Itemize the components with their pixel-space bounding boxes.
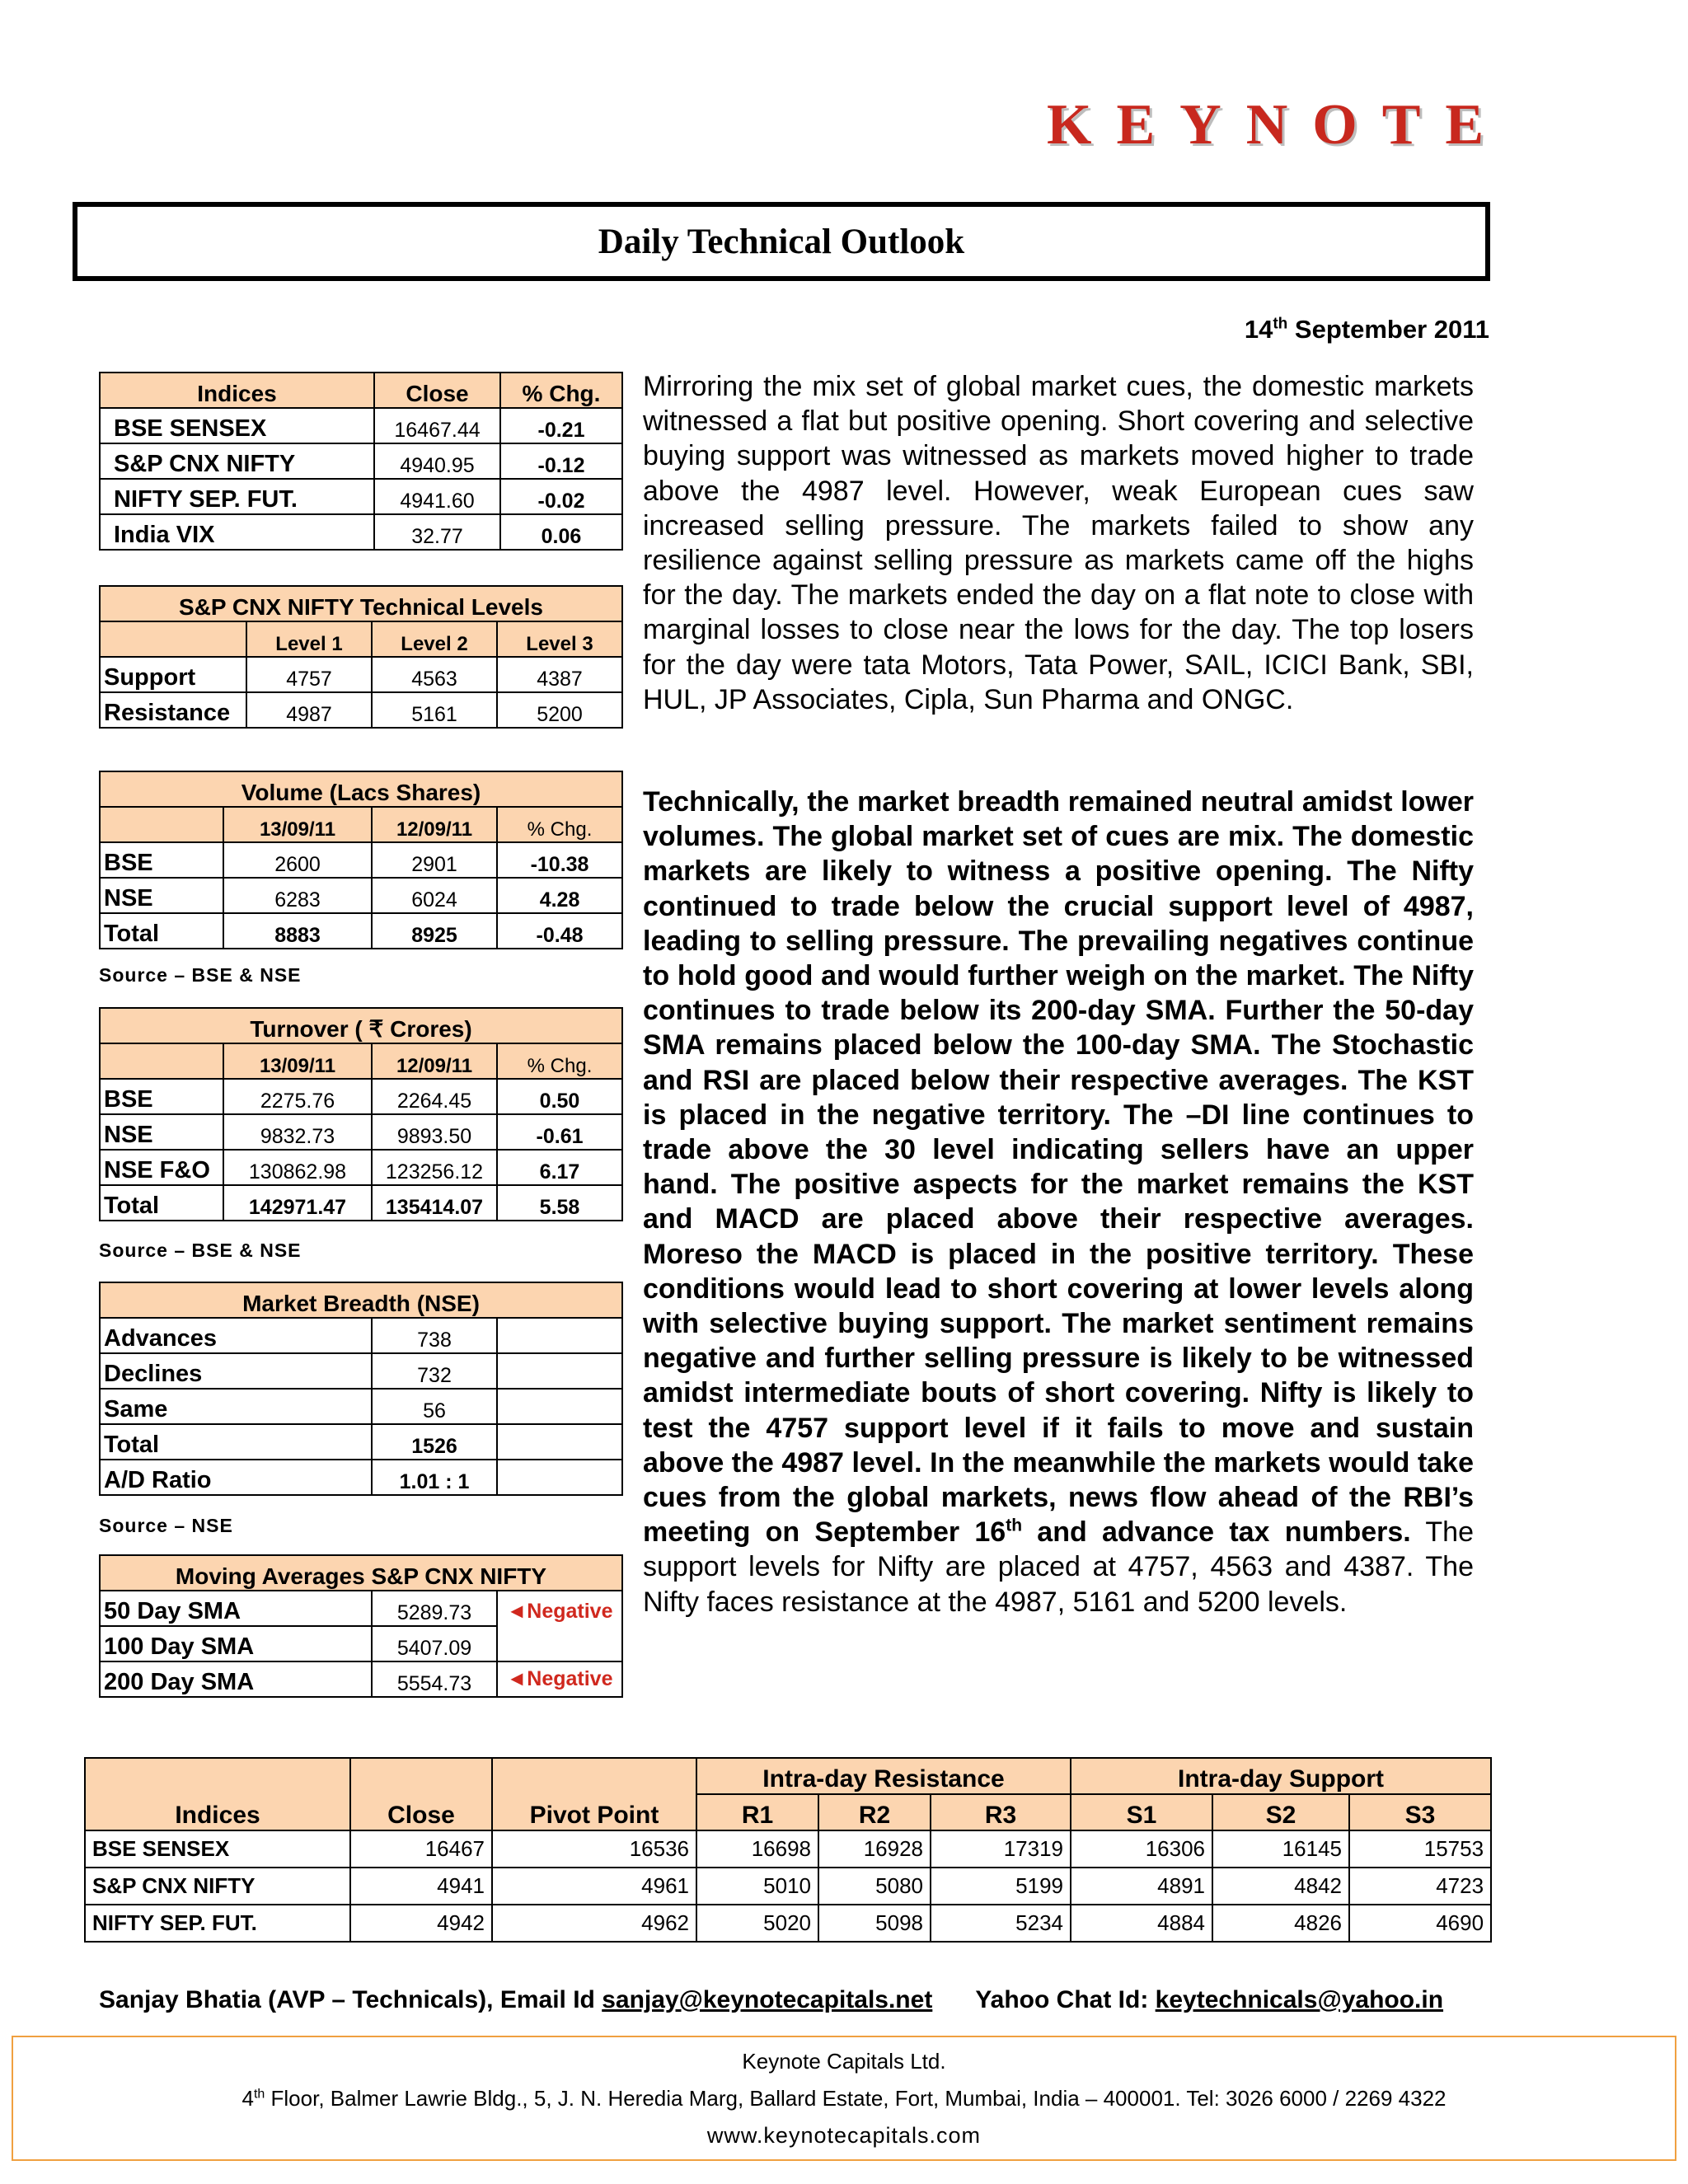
table-row: 200 Day SMA 5554.73 ◄Negative [100,1661,622,1697]
title-box [73,202,1490,281]
table-row: NSE F&O 130862.98 123256.12 6.17 [100,1150,622,1185]
keynote-logo: KEYNOTE [1047,93,1509,157]
table-row: BSE 2600 2901 -10.38 [100,842,622,878]
table-row: BSE 2275.76 2264.45 0.50 [100,1079,622,1114]
table-row: Support 4757 4563 4387 [100,657,622,692]
moving-averages-title: Moving Averages S&P CNX NIFTY [100,1555,622,1591]
table-row: NIFTY SEP. FUT. 4941.60 -0.02 [100,479,622,514]
table-row: BSE SENSEX 16467.44 -0.21 [100,408,622,443]
negative-signal-50-100: ◄Negative [497,1591,622,1661]
volume-title: Volume (Lacs Shares) [100,771,622,807]
technical-levels-title: S&P CNX NIFTY Technical Levels [100,586,622,621]
table-row: BSE SENSEX 16467 16536 16698 16928 17319 16306 16145 15753 [85,1830,1491,1868]
table-row: NSE 6283 6024 4.28 [100,878,622,913]
pivot-levels-table: Indices Close Pivot Point Intra-day Resistance Intra-day Support R1 R2 R3 S1 S2 S3 BSE SENSEX 16467 16536 16698 16928 17319 16306 16145 15753 S&P CNX NIFTY 4941 4961 5010 5080 5199 4891 4842 4723 NIFTY SEP. FUT. 4942 4962 5020 5098 5234 4884 4826 4690 [84,1757,1492,1943]
commentary-paragraph-2: Technically, the market breadth remained neutral amidst lower volumes. The global market set of cues are mix. The domestic markets are likely to witness a positive opening. The Nifty continued to trade below the crucial support level of 4987, leading to selling pressure. The prevailing negatives continue to hold good and would further weigh on the market. The Nifty continues to trade below its 200-day SMA. Further the 50-day SMA remains placed below the 100-day SMA. The Stochastic and RSI are placed below their respective averages. The KST is placed in the negative territory. The –DI line continues to trade above the 30 level indicating sellers have an upper hand. The positive aspects for the market remains the KST and MACD are placed above their respective averages. Moreso the MACD is placed in the positive territory. These conditions would lead to short covering at lower levels along with selective buying support. The market sentiment remains negative and further selling pressure is likely to be witnessed amidst intermediate bouts of short covering. Nifty is likely to test the 4757 support level if it fails to move and sustain above the 4987 level. In the meanwhile the markets would take cues from the global markets, news flow ahead of the RBI’s meeting on September 16th and advance tax numbers. The support levels for Nifty are placed at 4757, 4563 and 4387. The Nifty faces resistance at the 4987, 5161 and 5200 levels. [643,786,1474,1618]
company-name: Keynote Capitals Ltd. [742,2049,946,2074]
table-row: Resistance 4987 5161 5200 [100,692,622,728]
indices-table [99,372,623,551]
volume-table [99,771,623,949]
yahoo-chat-link[interactable]: keytechnicals@yahoo.in [1155,1986,1444,2013]
website-link[interactable]: www.keynotecapitals.com [706,2123,982,2148]
technical-levels-table [99,585,623,729]
table-row: NSE 9832.73 9893.50 -0.61 [100,1114,622,1150]
footer [12,2036,1676,2161]
email-link[interactable]: sanjay@keynotecapitals.net [602,1986,933,2013]
table-row: India VIX 32.77 0.06 [100,514,622,550]
table-row: Same 56 [100,1389,622,1424]
turnover-table [99,1007,623,1221]
table-row: Total 8883 8925 -0.48 [100,913,622,949]
table-header-row: 13/09/11 12/09/11 % Chg. [100,807,622,842]
market-breadth-title: Market Breadth (NSE) [100,1282,622,1318]
table-row: S&P CNX NIFTY 4940.95 -0.12 [100,443,622,479]
table-row: S&P CNX NIFTY 4941 4961 5010 5080 5199 4891 4842 4723 [85,1868,1491,1905]
turnover-source: Source – BSE & NSE [99,1240,302,1261]
intraday-support-header: Intra-day Support [1071,1758,1491,1794]
table-row: Total 142971.47 135414.07 5.58 [100,1185,622,1221]
table-row: Declines 732 [100,1353,622,1389]
table-row: 50 Day SMA 5289.73 ◄Negative [100,1591,622,1626]
table-row: NIFTY SEP. FUT. 4942 4962 5020 5098 5234 4884 4826 4690 [85,1905,1491,1942]
company-address: 4th Floor, Balmer Lawrie Bldg., 5, J. N. Heredia Marg, Ballard Estate, Fort, Mumbai, India – 400001. Tel: 3026 6000 / 2269 4322 [241,2086,1447,2111]
contact-line: Sanjay Bhatia (AVP – Technicals), Email Id sanjay@keynotecapitals.net Yahoo Chat Id: keytechnicals@yahoo.in [99,1986,1444,2013]
table-header-row: 13/09/11 12/09/11 % Chg. [100,1043,622,1079]
table-header-row: Level 1 Level 2 Level 3 [100,621,622,657]
report-date: 14th September 2011 [1244,315,1489,344]
intraday-resistance-header: Intra-day Resistance [696,1758,1071,1794]
table-header-row: Indices Close % Chg. [100,373,622,408]
negative-signal-200: ◄Negative [497,1661,622,1697]
table-row: Total 1526 [100,1424,622,1460]
table-row: Advances 738 [100,1318,622,1353]
table-row: A/D Ratio 1.01 : 1 [100,1460,622,1495]
moving-averages-table [99,1554,623,1698]
volume-source: Source – BSE & NSE [99,964,302,986]
commentary-paragraph-1: Mirroring the mix set of global market cues, the domestic markets witnessed a flat but positive opening. Short covering and selective buying support was witnessed as markets moved higher to trade above the 4987 level. However, weak European cues saw increased selling pressure. The markets failed to show any resilience against selling pressure as markets came off the highs for the day. The markets ended the day on a flat note to close with marginal losses to close near the lows for the day. The top losers for the day were tata Motors, Tata Power, SAIL, ICICI Bank, SBI, HUL, JP Associates, Cipla, Sun Pharma and ONGC. [643,371,1474,715]
table-row: 100 Day SMA 5407.09 [100,1626,622,1661]
breadth-source: Source – NSE [99,1515,233,1536]
turnover-title: Turnover ( ₹ Crores) [100,1008,622,1043]
market-breadth-table [99,1282,623,1496]
page-title: Daily Technical Outlook [598,222,965,261]
